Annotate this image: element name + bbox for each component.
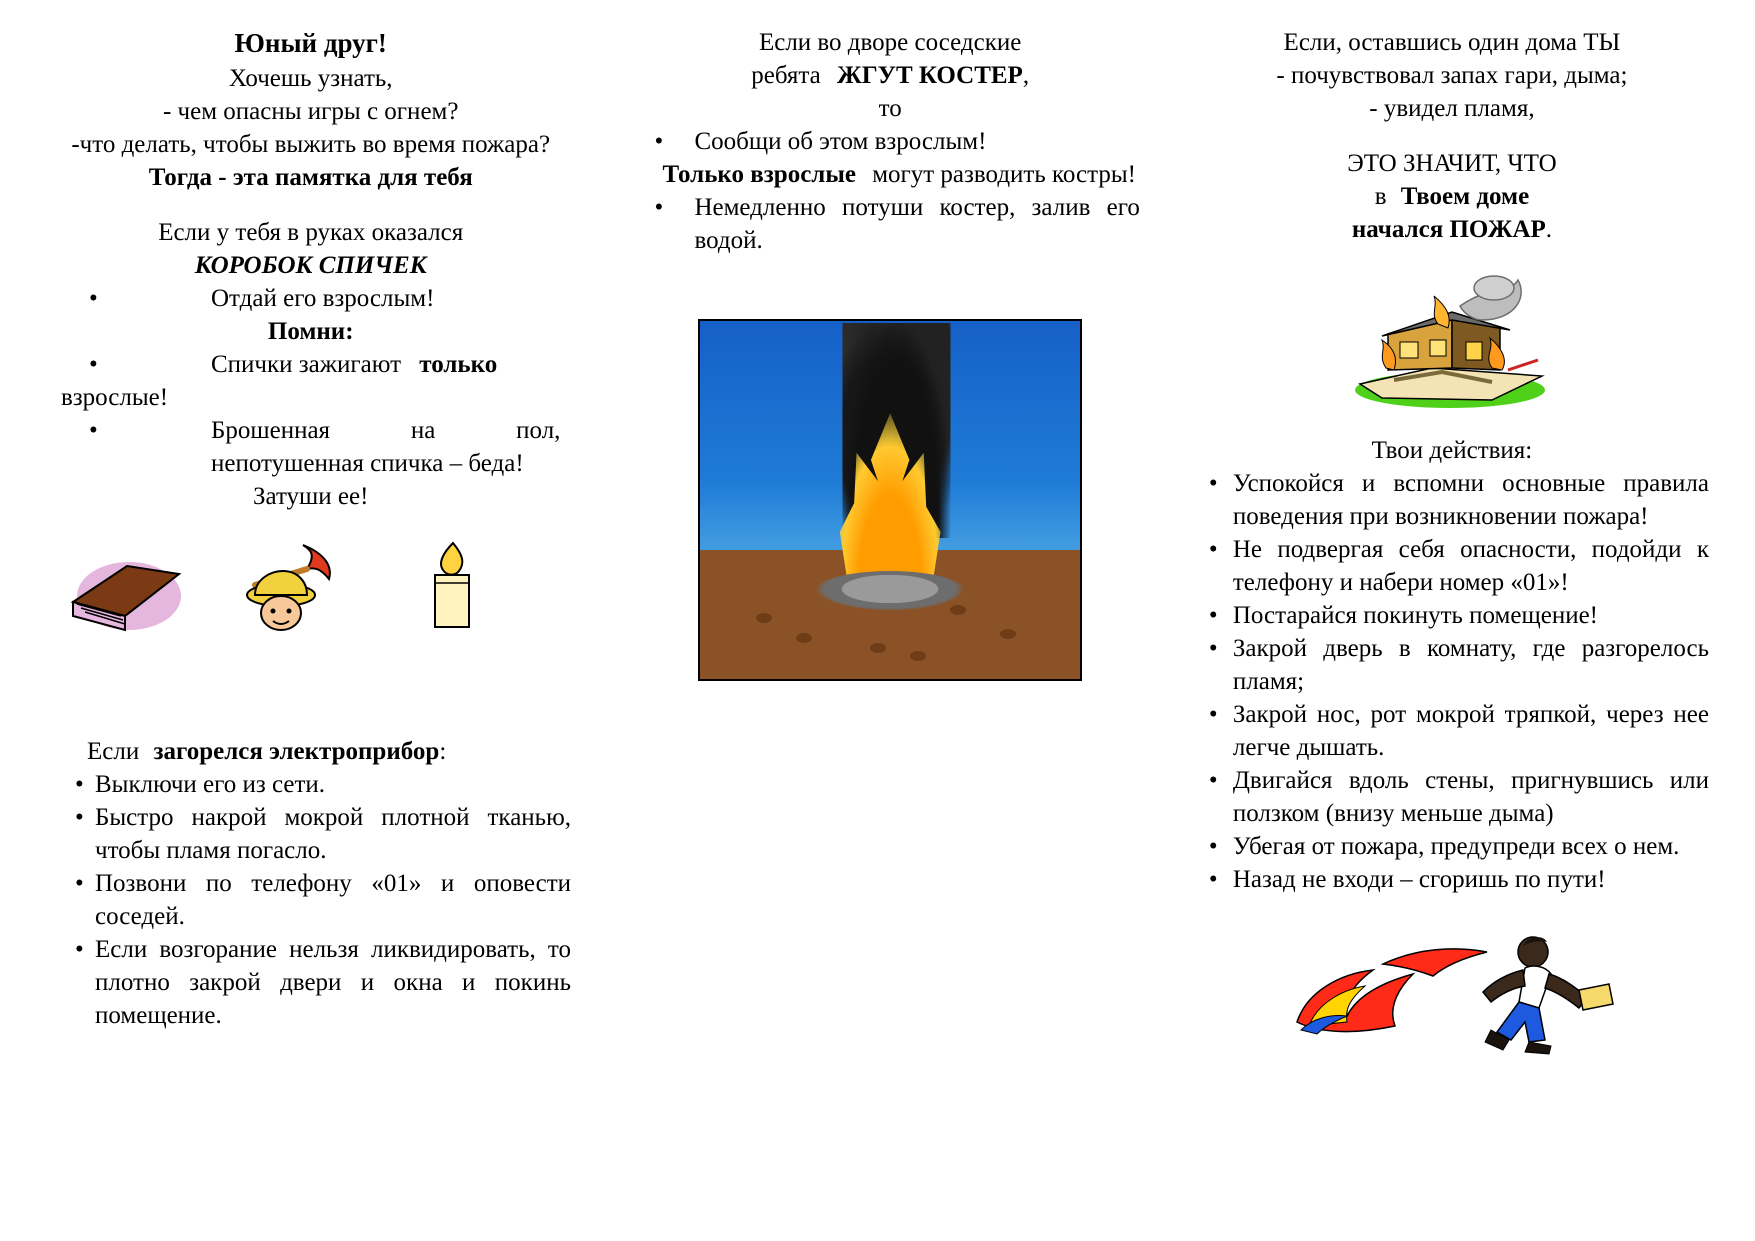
rule-2-extra: Затуши ее! (252, 482, 369, 510)
appliance-intro-dup (61, 735, 571, 768)
matches-intro: Если у тебя в руках оказался (158, 218, 464, 246)
middle-column (615, 26, 1164, 1241)
action-item-5: • Закрой нос, рот мокрой тряпкой, через нее легче дышать. (1195, 698, 1709, 764)
right-column (1165, 26, 1739, 1241)
burning-house-icon (1342, 272, 1562, 412)
right-means-3b: . (1545, 216, 1553, 243)
bullet-glyph: • (89, 350, 98, 378)
mid-note (640, 158, 1139, 191)
candle-icon (409, 539, 497, 634)
remember-label: Помни: (267, 317, 354, 345)
mid-bullet-2: • Немедленно потуши костер, залив его водой. (640, 191, 1139, 257)
right-line-3: - увидел пламя, (1369, 95, 1535, 122)
matches-give-row (61, 282, 560, 315)
action-item-3: • Постарайся покинуть помещение! (1195, 599, 1709, 632)
left-call-to-action: Тогда - эта памятка для тебя (148, 163, 473, 191)
right-means-1: ЭТО ЗНАЧИТ, ЧТО (1347, 150, 1557, 177)
action-item-6: • Двигайся вдоль стены, пригнувшись или ползком (внизу меньше дыма) (1195, 764, 1709, 830)
runner-image-wrap (1195, 930, 1709, 1060)
action-item-8: • Назад не входи – сгоришь по пути! (1195, 863, 1709, 896)
bullet-glyph: • (89, 284, 98, 312)
rule-1-text-c: взрослые! (61, 383, 169, 411)
rule-1-row (61, 348, 560, 381)
matches-box-label: КОРОБОК СПИЧЕК (194, 251, 427, 279)
right-means-2b: Твоем доме (1400, 183, 1530, 210)
mid-line-1: Если во дворе соседские (758, 29, 1022, 56)
bonfire-logs (815, 571, 965, 611)
action-item-4: • Закрой дверь в комнату, где разгорелось пламя; (1195, 632, 1709, 698)
bullet-glyph: • (89, 416, 98, 444)
burning-house-wrap (1195, 272, 1709, 412)
book-icon (67, 544, 185, 634)
rule-2-text: Брошенная на пол, непотушенная спичка – беда! (211, 416, 561, 477)
action-item-2: • Не подвергая себя опасности, подойди к телефону и набери номер «01»! (1195, 533, 1709, 599)
running-person-fire-icon (1287, 930, 1617, 1060)
right-means-3a: начался ПОЖАР (1351, 216, 1546, 243)
appliance-intro-b2: загорелся электроприбор (153, 738, 440, 765)
mid-bullet-1: • Сообщи об этом взрослым! (640, 125, 1139, 158)
actions-title: Твои действия: (1371, 437, 1533, 464)
right-line-2: - почувствовал запах гари, дыма; (1276, 62, 1628, 89)
matches-give-text: Отдай его взрослым! (211, 284, 435, 312)
left-line-3: -что делать, чтобы выжить во время пожара? (71, 130, 551, 158)
left-line-2: - чем опасны игры с огнем? (162, 97, 459, 125)
rule-2-row (61, 414, 560, 480)
action-item-7: • Убегая от пожара, предупреди всех о нем. (1195, 830, 1709, 863)
appliance-intro-a2: Если (87, 738, 140, 765)
mid-line-2 (640, 59, 1139, 92)
right-line-1: Если, оставшись один дома ТЫ (1283, 29, 1621, 56)
left-icons-row (67, 539, 560, 634)
appliance-step-1b: • Выключи его из сети. (61, 768, 571, 801)
torch-boy-icon (237, 539, 357, 634)
action-item-1: • Успокойся и вспомни основные правила поведения при возникновении пожара! (1195, 467, 1709, 533)
appliance-step-3b: • Позвони по телефону «01» и оповести соседей. (61, 867, 571, 933)
appliance-intro-c2: : (439, 738, 447, 765)
bonfire-illustration (698, 319, 1082, 681)
rule-1-text-a: Спички зажигают (211, 350, 402, 378)
mid-line-3: то (878, 95, 902, 122)
mid-line-2a: ребята (751, 62, 821, 89)
right-means-2a: в (1374, 183, 1387, 210)
left-line-1: Хочешь узнать, (228, 64, 393, 92)
appliance-step-4b: • Если возгорание нельзя ликвидировать, то плотно закрой двери и окна и покинь помещение. (61, 933, 571, 1032)
rule-1-text-b: только (419, 350, 498, 378)
mid-note-a: Т (662, 161, 678, 188)
bonfire-image-wrap (640, 319, 1139, 681)
mid-line-2c: , (1022, 62, 1030, 89)
left-column (16, 26, 615, 1241)
appliance-step-2b: • Быстро накрой мокрой плотной тканью, чтобы пламя погасло. (61, 801, 571, 867)
right-means-2 (1195, 180, 1709, 213)
mid-note-b: олько взрослые (678, 161, 856, 188)
right-means-3 (1195, 213, 1709, 246)
left-heading: Юный друг! (234, 28, 387, 58)
left-column-lower (16, 735, 626, 1032)
mid-line-2b: ЖГУТ КОСТЕР (837, 62, 1023, 89)
mid-note-c: могут разводить костры! (872, 161, 1136, 188)
